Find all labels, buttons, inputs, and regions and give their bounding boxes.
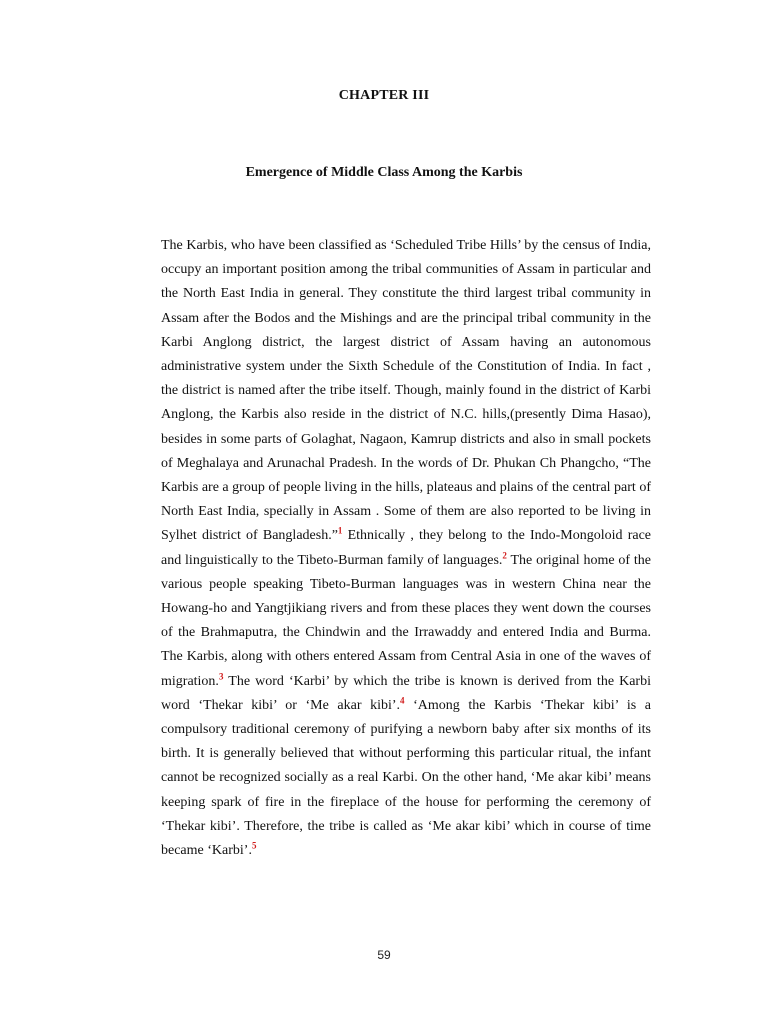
footnote-marker-2[interactable]: 2 xyxy=(502,549,507,560)
paragraph-text: Ethnically , they belong to the Indo-Mongoloid race and linguistically to the Tibeto-Burman family of languages. xyxy=(161,528,652,568)
paragraph-text: ‘Among the Karbis ‘Thekar kibi’ is a compulsory traditional ceremony of purifying a newborn baby after six months of its birth. It is generally believed that without performing this particular ritual, the infant cannot be recognized socially as a real Karbi. On the other hand, ‘Me akar kibi’ means keeping spark of fire in the fireplace of the house for performing the ceremony of ‘Thekar kibi’. Therefore, the tribe is called as ‘Me akar kibi’ which in course of time became ‘Karbi’. xyxy=(161,697,651,859)
paragraph-text: The word ‘Karbi’ by which the tribe is known is derived from the Karbi word ‘Thekar kibi’ or ‘Me akar kibi’. xyxy=(161,673,651,713)
footnote-marker-5[interactable]: 5 xyxy=(251,840,257,851)
body-paragraph xyxy=(161,234,651,863)
page-number: 59 xyxy=(377,948,391,962)
footnote-marker-3[interactable]: 3 xyxy=(218,671,224,681)
paragraph-text: The original home of the various people speaking Tibeto-Burman languages was in western China near the Howang-ho and Yangtjikiang rivers and from these places they went down the courses of the Brahmaputra, the Chindwin and the Irrawaddy and entered India and Burma. The Karbis, along with others entered Assam from Central Asia in one of the waves of migration. xyxy=(161,552,651,689)
chapter-title: Emergence of Middle Class Among the Karbis xyxy=(245,165,523,180)
paragraph-text: The Karbis, who have been classified as ‘Scheduled Tribe Hills’ by the census of India, occupy an important position among the tribal communities of Assam in particular and the North East India in general. They constitute the third largest tribal community in Assam after the Bodos and the Mishings and are the principal tribal community in the Karbi Anglong district, the largest district of Assam having an autonomous administrative system under the Sixth Schedule of the Constitution of India. In fact , the district is named after the tribe itself. Though, mainly found in the district of Karbi Anglong, the Karbis also reside in the district of N.C. hills,(presently Dima Hasao), besides in some parts of Golaghat, Nagaon, Kamrup districts and also in small pockets of Meghalaya and Arunachal Pradesh. In the words of Dr. Phukan Ch Phangcho, “The Karbis are a group of people living in the hills, plateaus and plains of the central part of North East India, specially in Assam . Some of them are also reported to be living in Sylhet district of Bangladesh.” xyxy=(161,238,651,544)
footnote-marker-1[interactable]: 1 xyxy=(337,525,343,536)
footnote-marker-4[interactable]: 4 xyxy=(400,695,405,706)
chapter-heading: CHAPTER III xyxy=(338,88,430,103)
